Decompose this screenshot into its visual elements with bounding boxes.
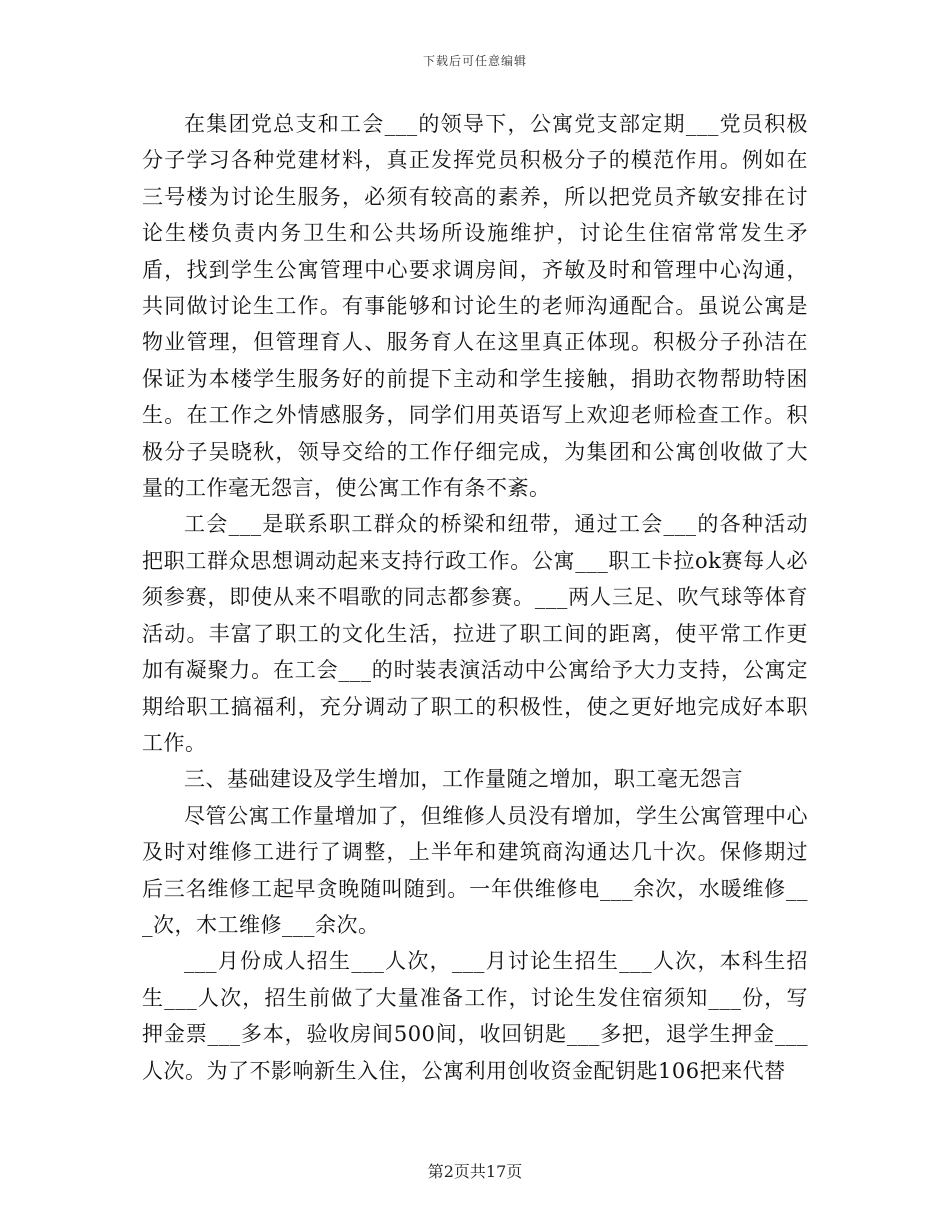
page-header: 下载后可任意编辑: [422, 54, 527, 68]
section-heading-infrastructure: 三、基础建设及学生增加，工作量随之增加，职工毫无怨言: [184, 767, 743, 792]
document-body: [142, 106, 808, 1089]
page-footer: 第2页共17页: [427, 1162, 523, 1181]
paragraph-enrollment: ___月份成人招生___人次，___月讨论生招生___人次，本科生招生___人次，招生前做了大量准备工作，讨论生发住宿须知___份，写押金票___多本，验收房间500间，收回钥匙___多把，退学生押金___人次。为了不影响新生入住，公寓利用创收资金配钥匙106把来代替: [142, 949, 808, 1083]
paragraph-party-branch: 在集团党总支和工会___的领导下，公寓党支部定期___党员积极分子学习各种党建材料，真正发挥党员积极分子的模范作用。例如在三号楼为讨论生服务，必须有较高的素养，所以把党员齐敏安排在讨论生楼负责内务卫生和公共场所设施维护，讨论生住宿常常发生矛盾，找到学生公寓管理中心要求调房间，齐敏及时和管理中心沟通，共同做讨论生工作。有事能够和讨论生的老师沟通配合。虽说公寓是物业管理，但管理育人、服务育人在这里真正体现。积极分子孙洁在保证为本楼学生服务好的前提下主动和学生接触，捐助衣物帮助特困生。在工作之外情感服务，同学们用英语写上欢迎老师检查工作。积极分子吴晓秋，领导交给的工作仔细完成，为集团和公寓创收做了大量的工作毫无怨言，使公寓工作有条不紊。: [142, 112, 808, 501]
paragraph-maintenance: 尽管公寓工作量增加了，但维修人员没有增加，学生公寓管理中心及时对维修工进行了调整，上半年和建筑商沟通达几十次。保修期过后三名维修工起早贪晚随叫随到。一年供维修电___余次，水暖维修___次，木工维修___余次。: [142, 803, 808, 937]
paragraph-trade-union: 工会___是联系职工群众的桥梁和纽带，通过工会___的各种活动把职工群众思想调动起来支持行政工作。公寓___职工卡拉ok赛每人必须参赛，即使从来不唱歌的同志都参赛。___两人三足、吹气球等体育活动。丰富了职工的文化生活，拉进了职工间的距离，使平常工作更加有凝聚力。在工会___的时装表演活动中公寓给予大力支持，公寓定期给职工搞福利，充分调动了职工的积极性，使之更好地完成好本职工作。: [142, 512, 808, 755]
